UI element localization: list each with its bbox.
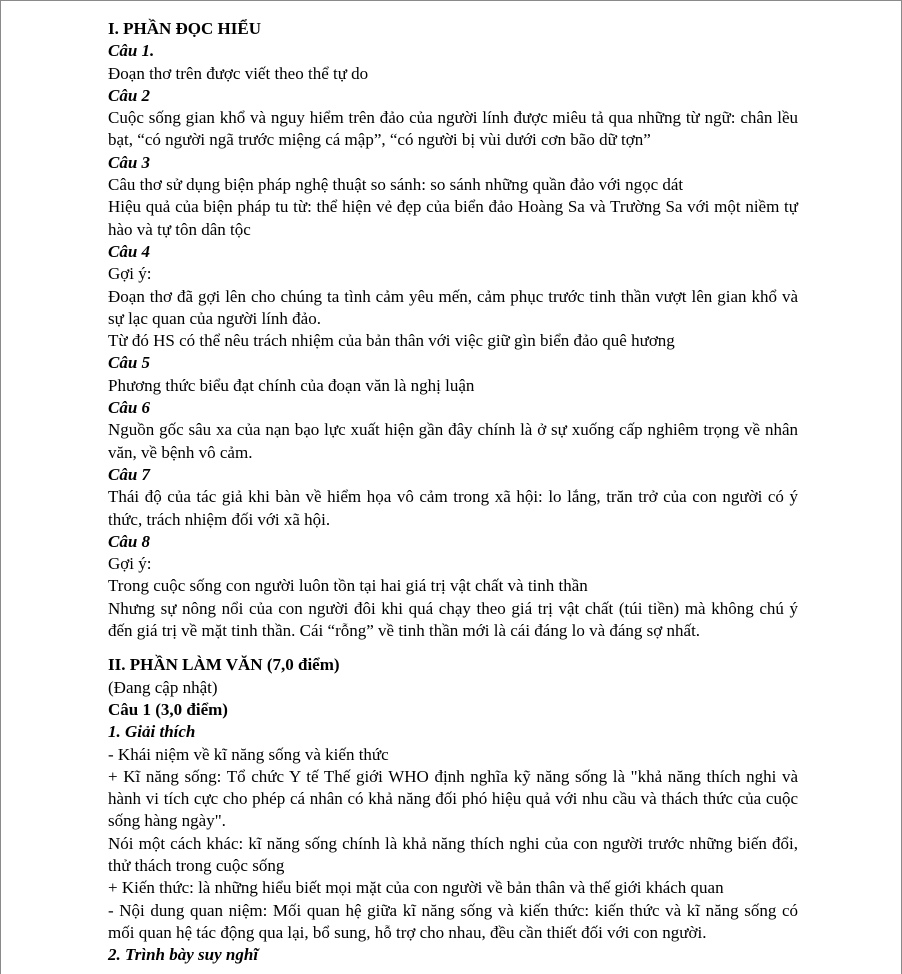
- subheading-explain: 1. Giải thích: [108, 722, 196, 742]
- answer-text: Gợi ý:: [108, 264, 152, 284]
- question-label: Câu 2: [108, 85, 151, 105]
- subheading-thoughts: 2. Trình bày suy nghĩ: [108, 945, 259, 965]
- answer-text: Đoạn thơ đã gợi lên cho chúng ta tình cảm yêu mến, cảm phục trước tinh thần vượt lên gian khổ và sự lạc quan của người lính đảo.: [108, 286, 798, 328]
- body-text: Nói một cách khác: kĩ năng sống chính là khả năng thích nghi của con người trước những biến đổi, thử thách trong cuộc sống: [108, 833, 798, 875]
- answer-text: Trong cuộc sống con người luôn tồn tại hai giá trị vật chất và tinh thần: [108, 576, 588, 596]
- question-label: Câu 8: [108, 531, 151, 551]
- document-content: [108, 18, 798, 966]
- question-label: Câu 5: [108, 353, 151, 373]
- section-title-reading: I. PHẦN ĐỌC HIỂU: [108, 19, 262, 38]
- essay-question-label: Câu 1 (3,0 điểm): [108, 699, 228, 719]
- answer-text: Câu thơ sử dụng biện pháp nghệ thuật so sánh: so sánh những quần đảo với ngọc dát: [108, 175, 684, 195]
- answer-text: Nguồn gốc sâu xa của nạn bạo lực xuất hiện gần đây chính là ở sự xuống cấp nghiêm trọng về nhân văn, về bệnh vô cảm.: [108, 420, 798, 462]
- question-label: Câu 6: [108, 398, 151, 418]
- question-label: Câu 3: [108, 152, 151, 172]
- update-note: (Đang cập nhật): [108, 677, 218, 697]
- question-label: Câu 4: [108, 241, 151, 261]
- question-label: Câu 1.: [108, 41, 155, 61]
- answer-text: Nhưng sự nông nổi của con người đôi khi quá chạy theo giá trị vật chất (túi tiền) mà không chú ý đến giá trị về mặt tinh thần. Cái “rỗng” về tinh thần mới là cái đáng lo và đáng sợ nhất.: [108, 598, 798, 641]
- body-text: - Nội dung quan niệm: Mối quan hệ giữa kĩ năng sống và kiến thức: kiến thức và kĩ năng sống có mối quan hệ tác động qua lại, bổ sung, hỗ trợ cho nhau, đều cần thiết đối với con người.: [108, 900, 798, 942]
- body-text: + Kiến thức: là những hiểu biết mọi mặt của con người về bản thân và thế giới khách quan: [108, 878, 724, 898]
- question-label: Câu 7: [108, 464, 151, 484]
- body-text: + Kĩ năng sống: Tổ chức Y tế Thế giới WHO định nghĩa kỹ năng sống là "khả năng thích nghi và hành vi tích cực cho phép cá nhân có khả năng đối phó hiệu quả với nhu cầu và thách thức của cuộc sống hàng ngày".: [108, 766, 798, 831]
- answer-text: Hiệu quả của biện pháp tu từ: thể hiện vẻ đẹp của biển đảo Hoàng Sa và Trường Sa với một niềm tự hào và tự tôn dân tộc: [108, 197, 798, 239]
- section-title-writing: II. PHẦN LÀM VĂN (7,0 điểm): [108, 655, 340, 675]
- answer-text: Đoạn thơ trên được viết theo thể tự do: [108, 63, 369, 83]
- answer-text: Thái độ của tác giả khi bàn về hiểm họa vô cảm trong xã hội: lo lắng, trăn trở của con người có ý thức, trách nhiệm đối với xã hội.: [108, 487, 798, 529]
- body-text: - Khái niệm về kĩ năng sống và kiến thức: [108, 744, 389, 764]
- answer-text: Cuộc sống gian khổ và nguy hiểm trên đảo của người lính được miêu tả qua những từ ngữ: chân lều bạt, “có người ngã trước miệng cá mập”, “có người bị vùi dưới cơn bão dữ tợn”: [108, 108, 798, 150]
- section-spacer: [108, 642, 798, 654]
- answer-text: Gợi ý:: [108, 554, 152, 574]
- answer-text: Từ đó HS có thể nêu trách nhiệm của bản thân với việc giữ gìn biển đảo quê hương: [108, 331, 675, 351]
- answer-text: Phương thức biểu đạt chính của đoạn văn là nghị luận: [108, 375, 475, 395]
